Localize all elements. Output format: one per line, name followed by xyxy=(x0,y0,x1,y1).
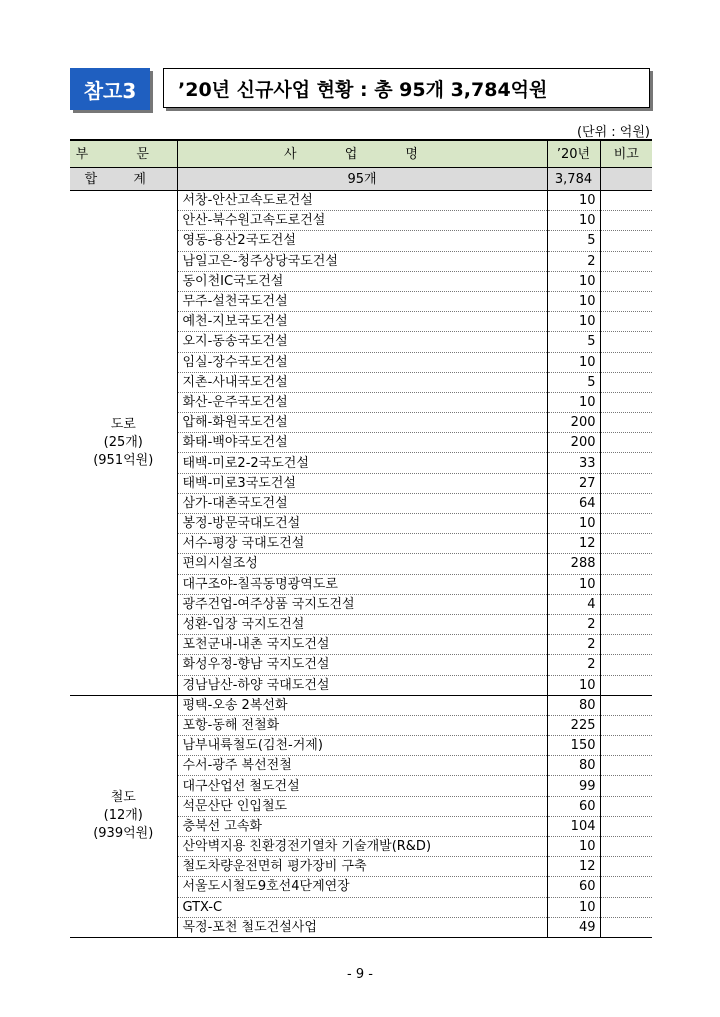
project-name: 평택-오송 2복선화 xyxy=(177,695,547,715)
project-name: 화성우정-향남 국지도건설 xyxy=(177,655,547,675)
category-count: (12개) xyxy=(103,808,143,824)
project-name: 대구산업선 철도건설 xyxy=(177,776,547,796)
project-note xyxy=(600,473,652,493)
project-note xyxy=(600,695,652,715)
project-amount: 150 xyxy=(547,736,600,756)
project-name: 광주건업-여주상품 국지도건설 xyxy=(177,594,547,614)
category-label: 철도 xyxy=(110,790,136,806)
header-row xyxy=(70,140,652,168)
project-note xyxy=(600,453,652,473)
project-note xyxy=(600,837,652,857)
project-name: 동이천IC국도건설 xyxy=(177,271,547,291)
project-amount: 33 xyxy=(547,453,600,473)
project-note xyxy=(600,332,652,352)
project-name: 임실-장수국도건설 xyxy=(177,352,547,372)
project-amount: 12 xyxy=(547,857,600,877)
header-project: 사 업 명 xyxy=(177,140,547,168)
project-note xyxy=(600,594,652,614)
project-amount: 104 xyxy=(547,816,600,836)
table-row xyxy=(70,191,652,211)
project-table xyxy=(70,139,652,938)
project-name: 태백-미로3국도건설 xyxy=(177,473,547,493)
project-name: 목정-포천 철도건설사업 xyxy=(177,917,547,937)
project-note xyxy=(600,291,652,311)
project-name: 성환-입장 국지도건설 xyxy=(177,614,547,634)
project-amount: 12 xyxy=(547,534,600,554)
header-category: 부 문 xyxy=(70,140,177,168)
category-label: 도로 xyxy=(110,416,136,432)
page-number: - 9 - xyxy=(347,967,373,982)
unit-label: (단위 : 억원) xyxy=(576,125,650,140)
project-amount: 4 xyxy=(547,594,600,614)
project-name: 화태-백야국도건설 xyxy=(177,433,547,453)
project-name: 포항-동해 전철화 xyxy=(177,715,547,735)
project-note xyxy=(600,271,652,291)
project-note xyxy=(600,635,652,655)
category-amount: (951억원) xyxy=(93,452,154,468)
project-amount: 60 xyxy=(547,877,600,897)
table-row xyxy=(70,695,652,715)
project-amount: 10 xyxy=(547,312,600,332)
project-name: 서창-안산고속도로건설 xyxy=(177,191,547,211)
project-amount: 2 xyxy=(547,655,600,675)
project-note xyxy=(600,493,652,513)
project-note xyxy=(600,191,652,211)
total-label: 합 계 xyxy=(70,168,177,191)
project-amount: 60 xyxy=(547,796,600,816)
project-note xyxy=(600,776,652,796)
project-amount: 10 xyxy=(547,392,600,412)
project-name: 예천-지보국도건설 xyxy=(177,312,547,332)
project-amount: 10 xyxy=(547,191,600,211)
project-note xyxy=(600,372,652,392)
project-name: GTX-C xyxy=(177,897,547,917)
project-note xyxy=(600,312,652,332)
project-amount: 27 xyxy=(547,473,600,493)
project-amount: 2 xyxy=(547,614,600,634)
project-note xyxy=(600,756,652,776)
project-amount: 80 xyxy=(547,695,600,715)
category-cell-rail xyxy=(70,695,177,937)
project-name: 삼가-대촌국도건설 xyxy=(177,493,547,513)
project-name: 오지-동송국도건설 xyxy=(177,332,547,352)
project-amount: 10 xyxy=(547,897,600,917)
project-name: 철도차량운전면허 평가장비 구축 xyxy=(177,857,547,877)
project-note xyxy=(600,574,652,594)
project-amount: 288 xyxy=(547,554,600,574)
project-amount: 10 xyxy=(547,837,600,857)
project-note xyxy=(600,231,652,251)
project-note xyxy=(600,816,652,836)
project-name: 태백-미로2-2국도건설 xyxy=(177,453,547,473)
project-amount: 10 xyxy=(547,211,600,231)
project-note xyxy=(600,897,652,917)
project-amount: 225 xyxy=(547,715,600,735)
project-amount: 2 xyxy=(547,251,600,271)
project-name: 안산-북수원고속도로건설 xyxy=(177,211,547,231)
header-note: 비고 xyxy=(600,140,652,168)
project-note xyxy=(600,736,652,756)
project-name: 대구조야-칠곡동명광역도로 xyxy=(177,574,547,594)
project-amount: 2 xyxy=(547,635,600,655)
title-section xyxy=(70,68,652,110)
project-note xyxy=(600,877,652,897)
project-name: 편의시설조성 xyxy=(177,554,547,574)
project-note xyxy=(600,715,652,735)
project-note xyxy=(600,917,652,937)
project-note xyxy=(600,433,652,453)
project-amount: 10 xyxy=(547,675,600,695)
project-amount: 10 xyxy=(547,291,600,311)
project-amount: 10 xyxy=(547,352,600,372)
total-amount: 3,784 xyxy=(547,168,600,191)
project-note xyxy=(600,413,652,433)
project-amount: 49 xyxy=(547,917,600,937)
project-name: 압해-화원국도건설 xyxy=(177,413,547,433)
project-name: 남일고은-청주상당국도건설 xyxy=(177,251,547,271)
category-cell-road xyxy=(70,191,177,696)
project-name: 산악벽지용 친환경전기열차 기술개발(R&D) xyxy=(177,837,547,857)
project-name: 서울도시철도9호선4단계연장 xyxy=(177,877,547,897)
project-note xyxy=(600,655,652,675)
project-name: 영동-용산2국도건설 xyxy=(177,231,547,251)
project-note xyxy=(600,211,652,231)
project-amount: 80 xyxy=(547,756,600,776)
project-name: 남부내륙철도(김천-거제) xyxy=(177,736,547,756)
project-note xyxy=(600,352,652,372)
project-note xyxy=(600,514,652,534)
project-note xyxy=(600,392,652,412)
category-count: (25개) xyxy=(103,434,143,450)
project-note xyxy=(600,614,652,634)
project-amount: 5 xyxy=(547,332,600,352)
project-name: 무주-설천국도건설 xyxy=(177,291,547,311)
project-amount: 64 xyxy=(547,493,600,513)
category-amount: (939억원) xyxy=(93,826,154,842)
project-note xyxy=(600,857,652,877)
project-note xyxy=(600,554,652,574)
project-amount: 10 xyxy=(547,271,600,291)
project-note xyxy=(600,534,652,554)
total-note xyxy=(600,168,652,191)
project-name: 충북선 고속화 xyxy=(177,816,547,836)
project-amount: 99 xyxy=(547,776,600,796)
project-amount: 5 xyxy=(547,372,600,392)
project-amount: 5 xyxy=(547,231,600,251)
reference-badge: 참고3 xyxy=(70,68,150,110)
project-name: 봉정-방문국대도건설 xyxy=(177,514,547,534)
project-name: 서수-평장 국대도건설 xyxy=(177,534,547,554)
total-row xyxy=(70,168,652,191)
project-name: 포천군내-내촌 국지도건설 xyxy=(177,635,547,655)
project-note xyxy=(600,796,652,816)
page-title: ’20년 신규사업 현황 : 총 95개 3,784억원 xyxy=(163,68,650,108)
project-amount: 200 xyxy=(547,413,600,433)
total-count: 95개 xyxy=(177,168,547,191)
project-note xyxy=(600,675,652,695)
project-name: 수서-광주 복선전철 xyxy=(177,756,547,776)
project-amount: 10 xyxy=(547,574,600,594)
project-amount: 200 xyxy=(547,433,600,453)
project-note xyxy=(600,251,652,271)
project-name: 경남남산-하양 국대도건설 xyxy=(177,675,547,695)
project-name: 지촌-사내국도건설 xyxy=(177,372,547,392)
project-name: 화산-운주국도건설 xyxy=(177,392,547,412)
project-amount: 10 xyxy=(547,514,600,534)
project-name: 석문산단 인입철도 xyxy=(177,796,547,816)
header-year: ’20년 xyxy=(547,140,600,168)
